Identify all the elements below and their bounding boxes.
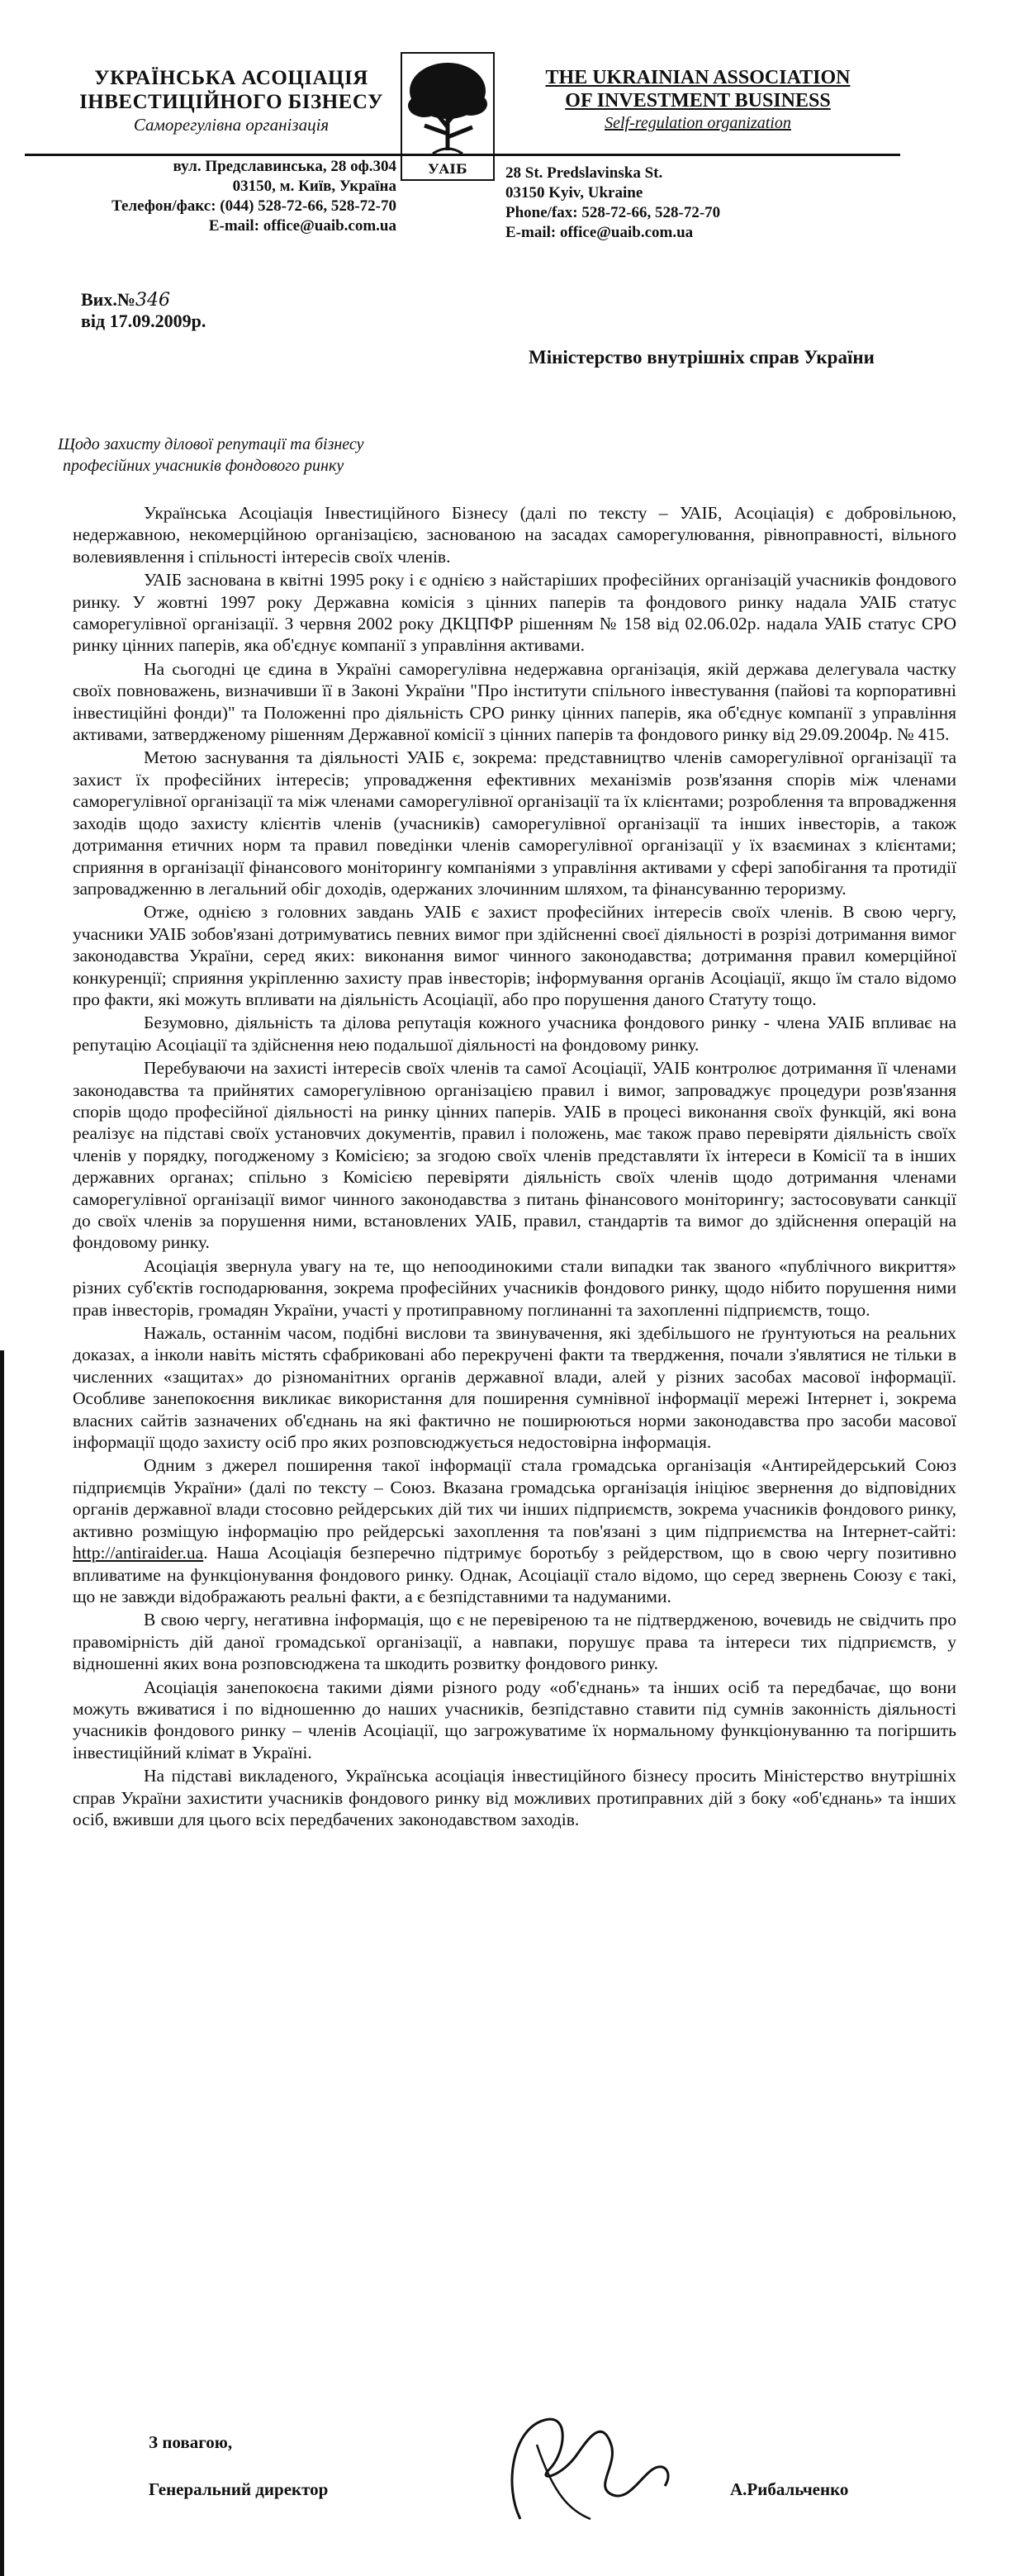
address-en-city: 03150 Kyiv, Ukraine bbox=[505, 184, 643, 202]
paragraph-10 bbox=[73, 1454, 956, 1607]
paragraph-9: Нажаль, останнім часом, подібні вислови та звинувачення, які здебільшого не ґрунтуються на реальних доказах, а інколи навіть містять сфабриковані або перекручені факти та твердження, почали з'являтися не тільки в численних «защитах» до різноманітних органів державної влади, алей у різних засобах масової інформації. Особливе занепокоєння викликає використання для поширення сумнівної інформації мережі Інтернет і, зокрема власних сайтів зазначених об'єднань на які фактично не поширюються норми законодавства про засоби масової інформації щодо захисту осіб про яких розповсюджується недостовірна інформація. bbox=[73, 1323, 956, 1453]
paragraph-2: УАІБ заснована в квітні 1995 року і є однією з найстаріших професійних організацій учасників фондового ринку. У жовтні 1997 року Державна комісія з цінних паперів та фондового ринку надала УАІБ статус саморегулівної організації. З червня 2002 року ДКЦПФР рішенням № 158 від 02.06.02р. надала УАІБ статус СРО ринку цінних паперів, яка об'єднує компанії з управління активами. bbox=[73, 570, 956, 656]
outgoing-number-value: 346 bbox=[135, 290, 170, 311]
paragraph-5: Отже, однією з головних завдань УАІБ є захист професійних інтересів своїх членів. В свою чергу, учасники УАІБ зобов'язані дотримуватись певних вимог при здійсненні своєї діяльності в розрізі дотримання вимог законодавства України, серед яких: виконання вимог чинного законодавства; дотримання правил комерційної конкуренції; сприяння укріпленню захисту прав інвесторів; інформування органів Асоціації, якщо їм стало відомо про факти, які можуть впливати на діяльність Асоціації, або про порушення даного Статуту тощо. bbox=[73, 902, 956, 1009]
paragraph-8: Асоціація звернула увагу на те, що непоодинокими стали випадки так званого «публічного викриття» різних суб'єктів господарювання, зокрема професійних учасників фондового ринку, щодо нібито порушення ними прав інвесторів, громадян України, участі у протиправному поглинанні та захопленні підприємств, тощо. bbox=[73, 1255, 956, 1320]
letterhead-left bbox=[50, 66, 413, 135]
org-name-ua-line1: УКРАЇНСЬКА АСОЦІАЦІЯ bbox=[94, 67, 368, 89]
letterhead-right bbox=[496, 66, 900, 134]
subject-line-2: професійних учасників фондового ринку bbox=[63, 457, 344, 475]
handwritten-signature bbox=[487, 2395, 694, 2536]
org-name-en-line2: OF INVESTMENT BUSINESS bbox=[565, 90, 831, 111]
address-block-en bbox=[505, 164, 894, 243]
letterhead-divider bbox=[25, 154, 900, 156]
paragraph-12: Асоціація занепокоєна такими діями різного роду «об'єднань» та інших осіб та передбачає, що вони можуть вживатися і по відношенню до наших учасників, безпідставно ставити під сумнів законність діяльності учасників фондового ринку – членів Асоціації, що загрожуватиме їх нормальному функціонуванню та погіршить інвестиційний клімат в Україні. bbox=[73, 1677, 956, 1762]
paragraph-6: Безумовно, діяльність та ділова репутація кожного учасника фондового ринку - члена УАІБ впливає на репутацію Асоціації та здійснення нею подальшої діяльності на фондовому ринку. bbox=[73, 1013, 956, 1055]
paragraph-10-tail: . Наша Асоціація безперечно підтримує боротьбу з рейдерством, що в свою чергу позитивно впливатиме на функціонування фондового ринку. Однак, Асоціації стало відомо, що серед звернень Союзу є такі, що не завжди відображають реальні факти, а є безпідставними та надуманими. bbox=[73, 1543, 956, 1606]
org-subtitle-en: Self-regulation organization bbox=[605, 114, 791, 132]
address-ua-city: 03150, м. Київ, Україна bbox=[232, 178, 396, 195]
subject bbox=[58, 434, 487, 477]
signer-title: Генеральний директор bbox=[149, 2479, 329, 2499]
antiraider-link[interactable]: http://antiraider.ua bbox=[73, 1543, 204, 1563]
org-subtitle-ua: Саморегулівна організація bbox=[133, 115, 330, 135]
paragraph-10-text: Одним з джерел поширення такої інформації стала громадська організація «Антирейдерський Союз підприємців України» (далі по тексту – Союз. Вказана громадська організація ініціює звернення до відповідних органів державної влади стосовно рейдерських дій тих чи інших підприємств, зокрема учасників фондового ринку, активно розміщую інформацію про рейдерські захоплення та пов'язані з цим підприємства на Інтернет-сайті: bbox=[73, 1455, 956, 1541]
address-ua-phone: Телефон/факс: (044) 528-72-66, 528-72-70 bbox=[111, 197, 396, 215]
paragraph-4: Метою заснування та діяльності УАІБ є, зокрема: представництво членів саморегулівної організації та захист їх професійних інтересів; упровадження ефективних механізмів розв'язання спорів між членами саморегулівної організації та між членами саморегулівної організації та їх клієнтами; розроблення та впровадження заходів щодо захисту клієнтів членів (учасників) саморегулівної організації та інших інвесторів, а також дотримання етичних норм та правил поведінки членів саморегулівної організації у їх взаєминах з клієнтами; сприяння в організації фінансового моніторингу компаніями з управління активами у сфері запобігання та протидії запровадженню в легальний обіг доходів, одержаних злочинним шляхом, та фінансуванню тероризму. bbox=[73, 747, 956, 899]
address-ua-email: E-mail: office@uaib.com.ua bbox=[208, 217, 396, 235]
letter-body bbox=[73, 502, 956, 1832]
addressee: Міністерство внутрішніх справ України bbox=[529, 347, 875, 368]
org-name-ua-line2: ІНВЕСТИЦІЙНОГО БІЗНЕСУ bbox=[79, 91, 383, 113]
address-en-street: 28 St. Predslavinska St. bbox=[505, 164, 663, 182]
paragraph-1: Українська Асоціація Інвестиційного Бізнесу (далі по тексту – УАІБ, Асоціація) є добровільною, недержавною, некомерційною організацією, заснованою на засадах саморегулювання, рівноправності, вільного волевиявлення і спільності інтересів своїх членів. bbox=[73, 503, 956, 567]
address-ua-street: вул. Предславинська, 28 оф.304 bbox=[173, 158, 396, 175]
outgoing-number-label: Вих.№ bbox=[81, 289, 135, 310]
address-en-email: E-mail: office@uaib.com.ua bbox=[505, 224, 694, 241]
org-name-en-line1: THE UKRAINIAN ASSOCIATION bbox=[545, 67, 851, 88]
paragraph-7: Перебуваючи на захисті інтересів своїх членів та самої Асоціації, УАІБ контролює дотримання її членами законодавства та прийнятих саморегулівною організацією правил і вимог, запроваджує процедури розв'язання спорів щодо професійної діяльності на ринку цінних паперів. УАІБ в процесі виконання своїх функцій, які вона реалізує на підставі своїх установчих документів, правил і положень, має також право перевіряти діяльність своїх членів у порядку, погодженому з Комісією; за згодою своїх членів представляти їх інтереси в Комісії та в інших державних органах; спільно з Комісією перевіряти діяльність своїх членів щодо дотримання членами саморегулівної організації вимог чинного законодавства з питань фінансового моніторингу; застосовувати санкції до своїх членів за порушення ними, встановлених УАІБ, правил, стандартів та вимог до здійснення операцій на фондовому ринку. bbox=[73, 1058, 956, 1253]
outgoing-number bbox=[81, 289, 170, 311]
signer-name: А.Рибальченко bbox=[730, 2479, 849, 2499]
closing-phrase: З повагою, bbox=[149, 2432, 233, 2452]
outgoing-date: від 17.09.2009р. bbox=[81, 311, 206, 331]
logo-text: УАІБ bbox=[428, 161, 467, 177]
subject-line-1: Щодо захисту ділової репутації та бізнесу bbox=[58, 435, 364, 453]
paragraph-3: На сьогодні це єдина в Україні саморегулівна недержавна організація, якій держава делегувала частку своїх повноважень, визначивши її в Законі України "Про інститути спільного інвестування (пайові та корпоративні інвестиційні фонди)" та Положенні про діяльність СРО ринку цінних паперів, яка об'єднує компанії з управління активами, затвердженому рішенням Державної комісії з цінних паперів та фондового ринку від 29.09.2004р. № 415. bbox=[73, 658, 956, 745]
scan-edge-bar bbox=[0, 1350, 4, 2576]
address-en-phone: Phone/fax: 528-72-66, 528-72-70 bbox=[505, 204, 721, 221]
address-block-ua bbox=[99, 157, 396, 236]
paragraph-13: На підставі викладеного, Українська асоціація інвестиційного бізнесу просить Міністерство внутрішніх справ України захистити учасників фондового ринку від можливих протиправних дій з боку «об'єднань» та інших осіб, вживши для цього всіх передбачених законодавством заходів. bbox=[73, 1766, 956, 1829]
paragraph-11: В свою чергу, негативна інформація, що є не перевіреною та не підтвердженою, вочевидь не свідчить про правомірність дій даної громадської організації, а навпаки, порушує права та інтереси тих підприємств, у відношенні яких вона розповсюджена та шкодить розвитку фондового ринку. bbox=[73, 1610, 956, 1674]
uaib-tree-logo bbox=[400, 51, 496, 182]
